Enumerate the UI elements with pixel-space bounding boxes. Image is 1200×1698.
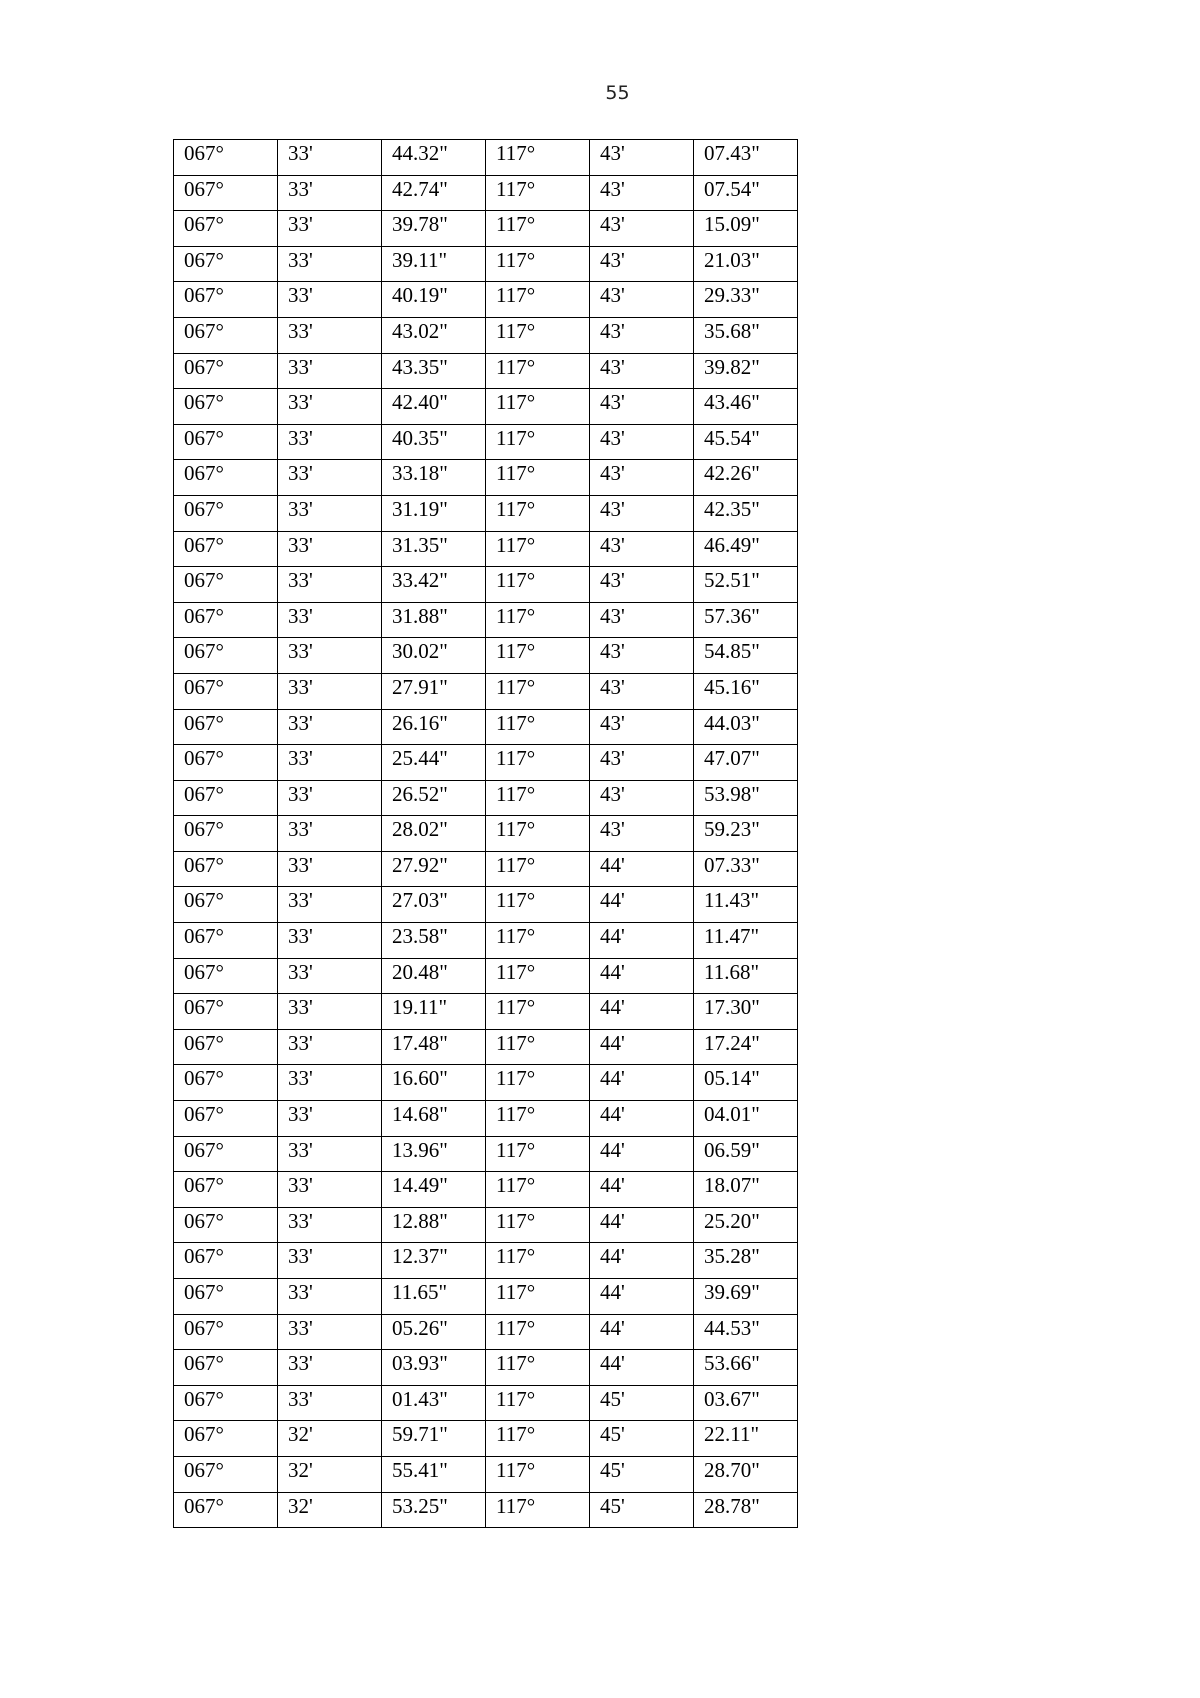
cell-lat-degrees: 067° bbox=[174, 353, 278, 389]
cell-lat-minutes: 33' bbox=[278, 602, 382, 638]
cell-lon-degrees: 117° bbox=[486, 1350, 590, 1386]
cell-lon-degrees: 117° bbox=[486, 1279, 590, 1315]
table-row bbox=[174, 638, 798, 674]
cell-lon-degrees: 117° bbox=[486, 567, 590, 603]
cell-lon-seconds: 35.28" bbox=[694, 1243, 798, 1279]
cell-lat-degrees: 067° bbox=[174, 780, 278, 816]
cell-lat-degrees: 067° bbox=[174, 958, 278, 994]
cell-lon-seconds: 29.33" bbox=[694, 282, 798, 318]
cell-lat-degrees: 067° bbox=[174, 140, 278, 176]
cell-lat-seconds: 27.03" bbox=[382, 887, 486, 923]
table-row bbox=[174, 246, 798, 282]
cell-lat-minutes: 33' bbox=[278, 1385, 382, 1421]
cell-lon-degrees: 117° bbox=[486, 317, 590, 353]
cell-lat-seconds: 39.11" bbox=[382, 246, 486, 282]
cell-lon-seconds: 59.23" bbox=[694, 816, 798, 852]
cell-lat-minutes: 33' bbox=[278, 816, 382, 852]
cell-lat-minutes: 33' bbox=[278, 1350, 382, 1386]
cell-lat-minutes: 33' bbox=[278, 638, 382, 674]
cell-lat-degrees: 067° bbox=[174, 175, 278, 211]
table-row bbox=[174, 495, 798, 531]
cell-lon-seconds: 11.47" bbox=[694, 923, 798, 959]
cell-lon-seconds: 18.07" bbox=[694, 1172, 798, 1208]
cell-lon-minutes: 43' bbox=[590, 638, 694, 674]
cell-lon-seconds: 44.53" bbox=[694, 1314, 798, 1350]
cell-lat-minutes: 33' bbox=[278, 1279, 382, 1315]
cell-lon-minutes: 45' bbox=[590, 1492, 694, 1528]
cell-lon-degrees: 117° bbox=[486, 816, 590, 852]
cell-lon-degrees: 117° bbox=[486, 780, 590, 816]
cell-lat-seconds: 26.16" bbox=[382, 709, 486, 745]
table-row bbox=[174, 994, 798, 1030]
cell-lat-seconds: 11.65" bbox=[382, 1279, 486, 1315]
cell-lat-minutes: 33' bbox=[278, 958, 382, 994]
cell-lat-seconds: 19.11" bbox=[382, 994, 486, 1030]
cell-lon-seconds: 17.30" bbox=[694, 994, 798, 1030]
table-row bbox=[174, 1385, 798, 1421]
cell-lon-seconds: 35.68" bbox=[694, 317, 798, 353]
cell-lon-minutes: 44' bbox=[590, 1243, 694, 1279]
table-row bbox=[174, 282, 798, 318]
cell-lat-minutes: 32' bbox=[278, 1456, 382, 1492]
cell-lat-degrees: 067° bbox=[174, 1385, 278, 1421]
cell-lat-seconds: 27.91" bbox=[382, 673, 486, 709]
table-row bbox=[174, 1279, 798, 1315]
table-row bbox=[174, 531, 798, 567]
table-row bbox=[174, 745, 798, 781]
cell-lat-degrees: 067° bbox=[174, 1101, 278, 1137]
cell-lat-minutes: 33' bbox=[278, 282, 382, 318]
cell-lon-minutes: 43' bbox=[590, 317, 694, 353]
cell-lat-minutes: 33' bbox=[278, 887, 382, 923]
cell-lon-degrees: 117° bbox=[486, 140, 590, 176]
cell-lon-minutes: 44' bbox=[590, 923, 694, 959]
table-row bbox=[174, 460, 798, 496]
cell-lon-seconds: 28.78" bbox=[694, 1492, 798, 1528]
table-row bbox=[174, 1243, 798, 1279]
cell-lat-seconds: 59.71" bbox=[382, 1421, 486, 1457]
cell-lat-degrees: 067° bbox=[174, 1207, 278, 1243]
cell-lon-seconds: 07.33" bbox=[694, 851, 798, 887]
cell-lat-seconds: 27.92" bbox=[382, 851, 486, 887]
cell-lon-degrees: 117° bbox=[486, 1207, 590, 1243]
cell-lon-minutes: 44' bbox=[590, 851, 694, 887]
cell-lon-minutes: 45' bbox=[590, 1385, 694, 1421]
cell-lat-degrees: 067° bbox=[174, 887, 278, 923]
table-row bbox=[174, 816, 798, 852]
table-row bbox=[174, 958, 798, 994]
table-row bbox=[174, 567, 798, 603]
table-row bbox=[174, 923, 798, 959]
cell-lon-degrees: 117° bbox=[486, 638, 590, 674]
cell-lon-degrees: 117° bbox=[486, 389, 590, 425]
cell-lat-minutes: 33' bbox=[278, 246, 382, 282]
cell-lat-degrees: 067° bbox=[174, 1065, 278, 1101]
cell-lon-degrees: 117° bbox=[486, 1065, 590, 1101]
cell-lat-degrees: 067° bbox=[174, 495, 278, 531]
cell-lon-minutes: 43' bbox=[590, 460, 694, 496]
cell-lon-minutes: 43' bbox=[590, 495, 694, 531]
cell-lon-minutes: 44' bbox=[590, 1207, 694, 1243]
cell-lon-degrees: 117° bbox=[486, 1029, 590, 1065]
table-row bbox=[174, 1314, 798, 1350]
table-row bbox=[174, 1172, 798, 1208]
cell-lon-degrees: 117° bbox=[486, 887, 590, 923]
cell-lon-minutes: 45' bbox=[590, 1421, 694, 1457]
cell-lat-minutes: 33' bbox=[278, 389, 382, 425]
table-row bbox=[174, 317, 798, 353]
cell-lat-seconds: 14.68" bbox=[382, 1101, 486, 1137]
table-row bbox=[174, 1456, 798, 1492]
cell-lon-minutes: 43' bbox=[590, 816, 694, 852]
cell-lon-minutes: 43' bbox=[590, 353, 694, 389]
table-row bbox=[174, 389, 798, 425]
cell-lat-degrees: 067° bbox=[174, 246, 278, 282]
cell-lon-degrees: 117° bbox=[486, 602, 590, 638]
cell-lat-degrees: 067° bbox=[174, 602, 278, 638]
cell-lon-seconds: 53.98" bbox=[694, 780, 798, 816]
cell-lon-seconds: 11.68" bbox=[694, 958, 798, 994]
cell-lat-seconds: 44.32" bbox=[382, 140, 486, 176]
cell-lat-degrees: 067° bbox=[174, 1456, 278, 1492]
cell-lon-seconds: 07.54" bbox=[694, 175, 798, 211]
cell-lat-minutes: 33' bbox=[278, 923, 382, 959]
cell-lon-seconds: 17.24" bbox=[694, 1029, 798, 1065]
cell-lat-seconds: 13.96" bbox=[382, 1136, 486, 1172]
cell-lat-minutes: 33' bbox=[278, 1065, 382, 1101]
cell-lat-seconds: 03.93" bbox=[382, 1350, 486, 1386]
cell-lat-degrees: 067° bbox=[174, 745, 278, 781]
cell-lon-minutes: 43' bbox=[590, 709, 694, 745]
cell-lon-minutes: 44' bbox=[590, 1065, 694, 1101]
cell-lon-minutes: 44' bbox=[590, 1101, 694, 1137]
table-row bbox=[174, 1136, 798, 1172]
cell-lat-minutes: 33' bbox=[278, 851, 382, 887]
cell-lat-minutes: 32' bbox=[278, 1421, 382, 1457]
cell-lat-seconds: 28.02" bbox=[382, 816, 486, 852]
cell-lon-seconds: 04.01" bbox=[694, 1101, 798, 1137]
cell-lon-degrees: 117° bbox=[486, 1136, 590, 1172]
cell-lat-seconds: 31.35" bbox=[382, 531, 486, 567]
cell-lon-minutes: 44' bbox=[590, 1172, 694, 1208]
cell-lat-minutes: 33' bbox=[278, 531, 382, 567]
cell-lat-degrees: 067° bbox=[174, 1421, 278, 1457]
cell-lat-degrees: 067° bbox=[174, 211, 278, 247]
cell-lat-degrees: 067° bbox=[174, 1136, 278, 1172]
cell-lon-seconds: 15.09" bbox=[694, 211, 798, 247]
cell-lon-degrees: 117° bbox=[486, 1314, 590, 1350]
cell-lat-minutes: 33' bbox=[278, 709, 382, 745]
cell-lon-seconds: 42.35" bbox=[694, 495, 798, 531]
cell-lon-minutes: 44' bbox=[590, 1350, 694, 1386]
cell-lat-degrees: 067° bbox=[174, 389, 278, 425]
cell-lat-degrees: 067° bbox=[174, 851, 278, 887]
cell-lon-seconds: 44.03" bbox=[694, 709, 798, 745]
cell-lon-degrees: 117° bbox=[486, 1456, 590, 1492]
cell-lat-degrees: 067° bbox=[174, 673, 278, 709]
cell-lon-minutes: 43' bbox=[590, 140, 694, 176]
cell-lat-seconds: 16.60" bbox=[382, 1065, 486, 1101]
cell-lon-degrees: 117° bbox=[486, 1101, 590, 1137]
table-row bbox=[174, 673, 798, 709]
table-row bbox=[174, 1065, 798, 1101]
cell-lat-seconds: 20.48" bbox=[382, 958, 486, 994]
cell-lat-degrees: 067° bbox=[174, 709, 278, 745]
cell-lon-seconds: 06.59" bbox=[694, 1136, 798, 1172]
cell-lat-minutes: 33' bbox=[278, 1243, 382, 1279]
cell-lon-degrees: 117° bbox=[486, 460, 590, 496]
table-row bbox=[174, 851, 798, 887]
cell-lon-degrees: 117° bbox=[486, 851, 590, 887]
cell-lat-seconds: 26.52" bbox=[382, 780, 486, 816]
table-row bbox=[174, 1350, 798, 1386]
cell-lat-minutes: 33' bbox=[278, 460, 382, 496]
cell-lat-minutes: 33' bbox=[278, 495, 382, 531]
cell-lon-seconds: 25.20" bbox=[694, 1207, 798, 1243]
cell-lon-degrees: 117° bbox=[486, 673, 590, 709]
cell-lat-minutes: 33' bbox=[278, 994, 382, 1030]
cell-lon-degrees: 117° bbox=[486, 175, 590, 211]
cell-lon-minutes: 43' bbox=[590, 424, 694, 460]
cell-lat-degrees: 067° bbox=[174, 1243, 278, 1279]
cell-lat-minutes: 33' bbox=[278, 1101, 382, 1137]
cell-lat-minutes: 33' bbox=[278, 745, 382, 781]
cell-lon-degrees: 117° bbox=[486, 745, 590, 781]
cell-lon-seconds: 42.26" bbox=[694, 460, 798, 496]
cell-lat-degrees: 067° bbox=[174, 1350, 278, 1386]
cell-lon-degrees: 117° bbox=[486, 923, 590, 959]
coordinates-table bbox=[173, 139, 798, 1528]
cell-lat-degrees: 067° bbox=[174, 994, 278, 1030]
cell-lon-degrees: 117° bbox=[486, 424, 590, 460]
cell-lat-minutes: 33' bbox=[278, 424, 382, 460]
table-row bbox=[174, 424, 798, 460]
cell-lon-degrees: 117° bbox=[486, 1421, 590, 1457]
cell-lat-degrees: 067° bbox=[174, 317, 278, 353]
cell-lat-seconds: 40.35" bbox=[382, 424, 486, 460]
cell-lat-seconds: 30.02" bbox=[382, 638, 486, 674]
cell-lon-degrees: 117° bbox=[486, 531, 590, 567]
table-row bbox=[174, 1101, 798, 1137]
cell-lat-minutes: 32' bbox=[278, 1492, 382, 1528]
cell-lon-minutes: 43' bbox=[590, 745, 694, 781]
cell-lon-minutes: 43' bbox=[590, 246, 694, 282]
cell-lat-seconds: 17.48" bbox=[382, 1029, 486, 1065]
cell-lon-seconds: 52.51" bbox=[694, 567, 798, 603]
cell-lat-seconds: 14.49" bbox=[382, 1172, 486, 1208]
cell-lon-degrees: 117° bbox=[486, 353, 590, 389]
cell-lat-degrees: 067° bbox=[174, 531, 278, 567]
cell-lon-minutes: 44' bbox=[590, 958, 694, 994]
cell-lon-minutes: 43' bbox=[590, 531, 694, 567]
table-row bbox=[174, 602, 798, 638]
cell-lon-seconds: 03.67" bbox=[694, 1385, 798, 1421]
cell-lon-degrees: 117° bbox=[486, 211, 590, 247]
cell-lat-minutes: 33' bbox=[278, 1029, 382, 1065]
cell-lat-seconds: 43.35" bbox=[382, 353, 486, 389]
cell-lon-degrees: 117° bbox=[486, 994, 590, 1030]
cell-lat-degrees: 067° bbox=[174, 567, 278, 603]
cell-lat-minutes: 33' bbox=[278, 1172, 382, 1208]
cell-lon-seconds: 21.03" bbox=[694, 246, 798, 282]
cell-lat-seconds: 39.78" bbox=[382, 211, 486, 247]
cell-lat-degrees: 067° bbox=[174, 282, 278, 318]
cell-lon-seconds: 07.43" bbox=[694, 140, 798, 176]
cell-lat-minutes: 33' bbox=[278, 780, 382, 816]
cell-lon-degrees: 117° bbox=[486, 1492, 590, 1528]
cell-lat-seconds: 55.41" bbox=[382, 1456, 486, 1492]
table-row bbox=[174, 353, 798, 389]
cell-lon-seconds: 45.54" bbox=[694, 424, 798, 460]
cell-lon-minutes: 45' bbox=[590, 1456, 694, 1492]
cell-lat-minutes: 33' bbox=[278, 211, 382, 247]
cell-lat-degrees: 067° bbox=[174, 923, 278, 959]
page-number: 55 bbox=[605, 82, 630, 104]
cell-lat-degrees: 067° bbox=[174, 1172, 278, 1208]
cell-lat-minutes: 33' bbox=[278, 1314, 382, 1350]
cell-lat-degrees: 067° bbox=[174, 460, 278, 496]
cell-lat-minutes: 33' bbox=[278, 673, 382, 709]
cell-lat-seconds: 40.19" bbox=[382, 282, 486, 318]
cell-lon-seconds: 45.16" bbox=[694, 673, 798, 709]
cell-lat-degrees: 067° bbox=[174, 1029, 278, 1065]
cell-lon-seconds: 05.14" bbox=[694, 1065, 798, 1101]
cell-lon-minutes: 44' bbox=[590, 887, 694, 923]
cell-lon-degrees: 117° bbox=[486, 1172, 590, 1208]
cell-lon-degrees: 117° bbox=[486, 709, 590, 745]
cell-lat-minutes: 33' bbox=[278, 317, 382, 353]
table-row bbox=[174, 211, 798, 247]
cell-lat-minutes: 33' bbox=[278, 567, 382, 603]
cell-lat-seconds: 05.26" bbox=[382, 1314, 486, 1350]
cell-lon-seconds: 46.49" bbox=[694, 531, 798, 567]
cell-lon-degrees: 117° bbox=[486, 246, 590, 282]
cell-lon-minutes: 43' bbox=[590, 282, 694, 318]
cell-lon-degrees: 117° bbox=[486, 282, 590, 318]
cell-lat-seconds: 31.88" bbox=[382, 602, 486, 638]
cell-lat-degrees: 067° bbox=[174, 638, 278, 674]
cell-lat-degrees: 067° bbox=[174, 1314, 278, 1350]
cell-lat-minutes: 33' bbox=[278, 1207, 382, 1243]
cell-lon-degrees: 117° bbox=[486, 495, 590, 531]
cell-lat-minutes: 33' bbox=[278, 353, 382, 389]
cell-lat-degrees: 067° bbox=[174, 1279, 278, 1315]
cell-lon-minutes: 43' bbox=[590, 175, 694, 211]
cell-lat-degrees: 067° bbox=[174, 1492, 278, 1528]
cell-lon-minutes: 44' bbox=[590, 1136, 694, 1172]
cell-lat-seconds: 43.02" bbox=[382, 317, 486, 353]
table-row bbox=[174, 1029, 798, 1065]
cell-lon-minutes: 43' bbox=[590, 389, 694, 425]
cell-lon-minutes: 43' bbox=[590, 673, 694, 709]
cell-lat-seconds: 53.25" bbox=[382, 1492, 486, 1528]
cell-lon-seconds: 53.66" bbox=[694, 1350, 798, 1386]
cell-lon-seconds: 47.07" bbox=[694, 745, 798, 781]
table-row bbox=[174, 1207, 798, 1243]
cell-lat-minutes: 33' bbox=[278, 1136, 382, 1172]
cell-lon-seconds: 28.70" bbox=[694, 1456, 798, 1492]
cell-lon-minutes: 44' bbox=[590, 1314, 694, 1350]
cell-lon-seconds: 39.82" bbox=[694, 353, 798, 389]
table-row bbox=[174, 780, 798, 816]
table-row bbox=[174, 175, 798, 211]
cell-lon-minutes: 44' bbox=[590, 994, 694, 1030]
cell-lat-seconds: 42.74" bbox=[382, 175, 486, 211]
cell-lat-degrees: 067° bbox=[174, 816, 278, 852]
cell-lat-seconds: 42.40" bbox=[382, 389, 486, 425]
cell-lat-seconds: 12.37" bbox=[382, 1243, 486, 1279]
cell-lon-seconds: 57.36" bbox=[694, 602, 798, 638]
cell-lat-seconds: 31.19" bbox=[382, 495, 486, 531]
cell-lat-seconds: 25.44" bbox=[382, 745, 486, 781]
cell-lon-seconds: 11.43" bbox=[694, 887, 798, 923]
table-row bbox=[174, 709, 798, 745]
cell-lat-seconds: 12.88" bbox=[382, 1207, 486, 1243]
table-row bbox=[174, 887, 798, 923]
cell-lat-seconds: 23.58" bbox=[382, 923, 486, 959]
table-row bbox=[174, 1421, 798, 1457]
cell-lon-seconds: 43.46" bbox=[694, 389, 798, 425]
cell-lon-degrees: 117° bbox=[486, 1243, 590, 1279]
cell-lon-minutes: 43' bbox=[590, 602, 694, 638]
cell-lon-minutes: 44' bbox=[590, 1029, 694, 1065]
cell-lon-seconds: 39.69" bbox=[694, 1279, 798, 1315]
table-row bbox=[174, 140, 798, 176]
cell-lon-minutes: 43' bbox=[590, 211, 694, 247]
cell-lon-seconds: 22.11" bbox=[694, 1421, 798, 1457]
cell-lat-degrees: 067° bbox=[174, 424, 278, 460]
cell-lat-seconds: 33.18" bbox=[382, 460, 486, 496]
cell-lon-minutes: 43' bbox=[590, 780, 694, 816]
cell-lon-seconds: 54.85" bbox=[694, 638, 798, 674]
table-row bbox=[174, 1492, 798, 1528]
cell-lon-minutes: 43' bbox=[590, 567, 694, 603]
cell-lat-seconds: 01.43" bbox=[382, 1385, 486, 1421]
coordinates-table-body bbox=[174, 140, 798, 1528]
cell-lat-minutes: 33' bbox=[278, 140, 382, 176]
cell-lon-degrees: 117° bbox=[486, 958, 590, 994]
cell-lon-minutes: 44' bbox=[590, 1279, 694, 1315]
cell-lat-seconds: 33.42" bbox=[382, 567, 486, 603]
cell-lat-minutes: 33' bbox=[278, 175, 382, 211]
cell-lon-degrees: 117° bbox=[486, 1385, 590, 1421]
